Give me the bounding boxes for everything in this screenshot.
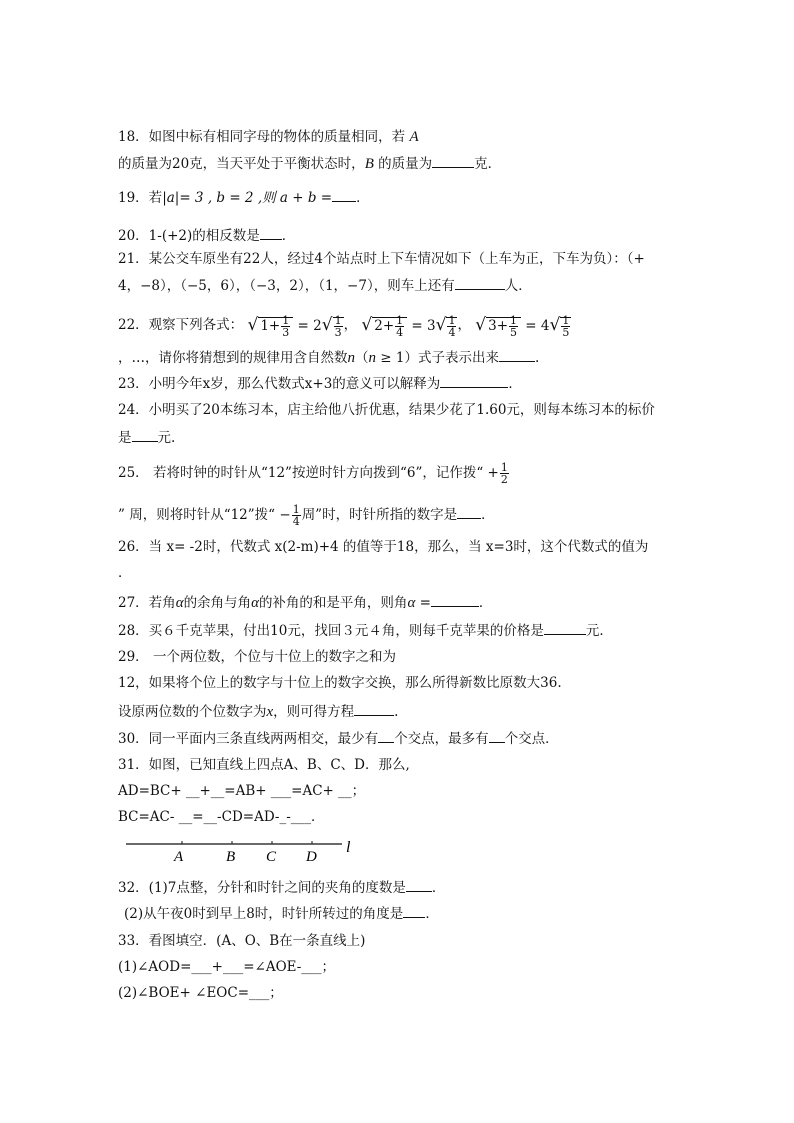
q25-fraction-quarter: $\frac{1}{4}$ (292, 503, 300, 528)
question-25-line-2: ” 周，则将时针从“12”拨“ − $\frac{1}{4}$ 周”时，时针所指的数字是 ． (118, 503, 495, 528)
q18-variable-a: A (409, 129, 419, 145)
q21-text-2: 4，−8），（−5，6），（−3，2），（1，−7），则车上还有 (118, 278, 455, 294)
q19-text: 19．若 (118, 190, 163, 206)
question-29-line-1 (118, 648, 396, 666)
question-23: 23．小明今年x岁，那么代数式x+3的意义可以解释为 ． (118, 376, 522, 392)
q20-answer-blank[interactable] (260, 226, 282, 240)
q27-answer-blank[interactable] (431, 593, 479, 607)
point-c-label: C (266, 849, 277, 865)
q32-answer-blank-2[interactable] (403, 904, 425, 918)
q31-line-diagram (118, 832, 368, 866)
q22-equation-2: √ 2+ $\frac{1}{4}$ = 3√ $\frac{1}{4}$ (361, 314, 456, 339)
q32-answer-blank-1[interactable] (406, 878, 432, 892)
question-31-line-2 (118, 782, 365, 800)
q23-answer-blank[interactable] (440, 374, 508, 388)
q21-end: 人． (504, 278, 532, 294)
q29-answer-blank[interactable] (354, 702, 394, 716)
question-31-line-3 (118, 808, 325, 826)
q18-text-2: 的质量为20克，当天平处于平衡状态时， (118, 156, 365, 172)
q32-text-2: (2)从午夜0时到早上8时，时针所转过的角度是 (124, 906, 404, 922)
q30-answer-blank-1[interactable] (378, 729, 394, 743)
q25-text-2: ” 周，则将时针从“12”拨“ − (118, 507, 291, 523)
q24-text: 24．小明买了20本练习本，店主给他八折优惠，结果少花了1.60元，则每本练习本的标价 (118, 402, 655, 418)
q32-text: 32．(1)7点整，分针和时针之间的夹角的度数是 (118, 880, 406, 896)
question-18-line-2 (118, 154, 501, 173)
question-31-line-1 (118, 756, 410, 774)
q20-text: 20．1-(+2)的相反数是 (118, 228, 260, 244)
question-24-line-2: 是 元. (118, 430, 176, 446)
q18-text-4: 克． (474, 156, 502, 172)
q27-text: 27．若角 (118, 595, 176, 611)
question-22-line-2: ，…，请你将猜想到的规律用含自然数n（n ≥ 1）式子表示出来 . (118, 350, 540, 366)
q22-variable-n-2: n (368, 350, 376, 366)
q18-text-3: 的质量为 (373, 156, 433, 172)
q31-equation-ad: AD=BC+ __+__=AB+ ___=AC+ __； (118, 783, 366, 799)
question-29-line-3: 设原两位数的个位数字为x，则可得方程 . (118, 704, 399, 720)
q22-answer-blank[interactable] (499, 348, 535, 362)
question-21-line-1 (118, 250, 645, 268)
q27-alpha-2: α (251, 595, 259, 611)
q27-alpha-3: α (407, 595, 416, 611)
question-28: 28．买６千克苹果，付出10元，找回３元４角，则每千克苹果的价格是 元． (118, 623, 613, 639)
q22-text: 22．观察下列各式： (118, 317, 244, 333)
q29-text: 29． 一个两位数，个位与十位上的数字之和为 (118, 649, 396, 665)
question-33-line-1 (118, 932, 365, 950)
question-32-line-2: (2)从午夜0时到早上8时，时针所转过的角度是 ． (124, 906, 439, 922)
q26-text: 26．当 x= -2时，代数式 x(2-m)+4 的值等于18，那么，当 x=3时，这个代数式的值为 (118, 539, 649, 555)
q22-equation-3: √ 3+ $\frac{1}{5}$ = 4√ $\frac{1}{5}$ (475, 314, 570, 339)
q19-answer-blank[interactable] (332, 188, 356, 202)
q28-answer-blank[interactable] (544, 621, 586, 635)
q19-expression: |a|= 3 , b = 2 ,则 a + b = (162, 190, 333, 206)
point-d-label: D (306, 849, 317, 865)
question-19 (118, 188, 370, 207)
q24-answer-blank[interactable] (132, 428, 158, 442)
q22-variable-n: n (347, 350, 355, 366)
q29-variable-x: x (266, 704, 274, 720)
question-27: 27．若角α的余角与角α的补角的和是平角，则角α = ． (118, 595, 493, 611)
q21-text: 21．某公交车原坐有22人，经过4个站点时上下车情况如下（上车为正，下车为负）：（+ (118, 251, 645, 267)
q22-text-2: ，…，请你将猜想到的规律用含自然数 (118, 350, 348, 366)
q33-part-1: (1)∠AOD=___+___=∠AOE-___； (118, 959, 336, 975)
question-20 (118, 226, 295, 245)
q25-text: 25． 若将时钟的时针从“12”按逆时针方向拨到“6”，记作拨“ + (118, 465, 499, 481)
q19-end: ． (356, 190, 370, 206)
question-21-line-2 (118, 276, 532, 295)
point-a-label: A (174, 849, 184, 865)
q28-text: 28．买６千克苹果，付出10元，找回３元４角，则每千克苹果的价格是 (118, 623, 544, 639)
q30-text: 30．同一平面内三条直线两两相交，最少有 (118, 731, 379, 747)
q33-text: 33．看图填空．(A、O、B在一条直线上) (118, 933, 366, 949)
question-18-line-1 (118, 128, 419, 146)
q23-text: 23．小明今年x岁，那么代数式x+3的意义可以解释为 (118, 376, 441, 392)
q31-text: 31．如图，已知直线上四点A、B、C、D．那么, (118, 757, 410, 773)
q18-answer-blank[interactable] (432, 154, 474, 168)
q30-answer-blank-2[interactable] (489, 729, 505, 743)
question-25-line-1 (118, 458, 510, 488)
q31-equation-bc: BC=AC- __=__-CD=AD-_-___． (118, 809, 325, 825)
q18-variable-b: B (364, 156, 374, 172)
question-26-line-1 (118, 538, 648, 556)
question-29-line-2: 12，如果将个位上的数字与十位上的数字交换，那么所得新数比原数大36. (118, 675, 562, 691)
question-33-line-2 (118, 958, 335, 976)
question-24-line-1 (118, 401, 655, 419)
question-30: 30．同一平面内三条直线两两相交，最少有 个交点，最多有 个交点． (118, 731, 559, 747)
question-22-line-1: 22．观察下列各式： √ 1+ $\frac{1}{3}$ = 2√ $\frac{1}{3}$ ， √ 2+ $\frac{1}{4}$ = 3√ $\frac{1}{4}$ ， √ 3+ $\frac{1}{5}$ = 4√ $\frac{1}{5}$ (118, 314, 570, 339)
question-26-line-2: ． (118, 565, 132, 581)
q25-fraction-half: $\frac{1}{2}$ (500, 461, 508, 486)
point-b-label: B (226, 849, 236, 865)
question-33-line-3 (118, 984, 283, 1002)
q18-text: 18．如图中标有相同字母的物体的质量相同，若 (118, 129, 406, 145)
q21-answer-blank[interactable] (455, 276, 505, 290)
q33-part-2: (2)∠BOE+ ∠EOC=___； (118, 985, 283, 1001)
q22-equation-1: √ 1+ $\frac{1}{3}$ = 2√ $\frac{1}{3}$ (247, 314, 342, 339)
line-l-label: l (346, 839, 351, 856)
q27-alpha: α (175, 595, 184, 611)
question-32-line-1: 32．(1)7点整，分针和时针之间的夹角的度数是 ． (118, 880, 446, 896)
q20-end: ． (281, 228, 296, 244)
q25-answer-blank[interactable] (457, 505, 481, 519)
